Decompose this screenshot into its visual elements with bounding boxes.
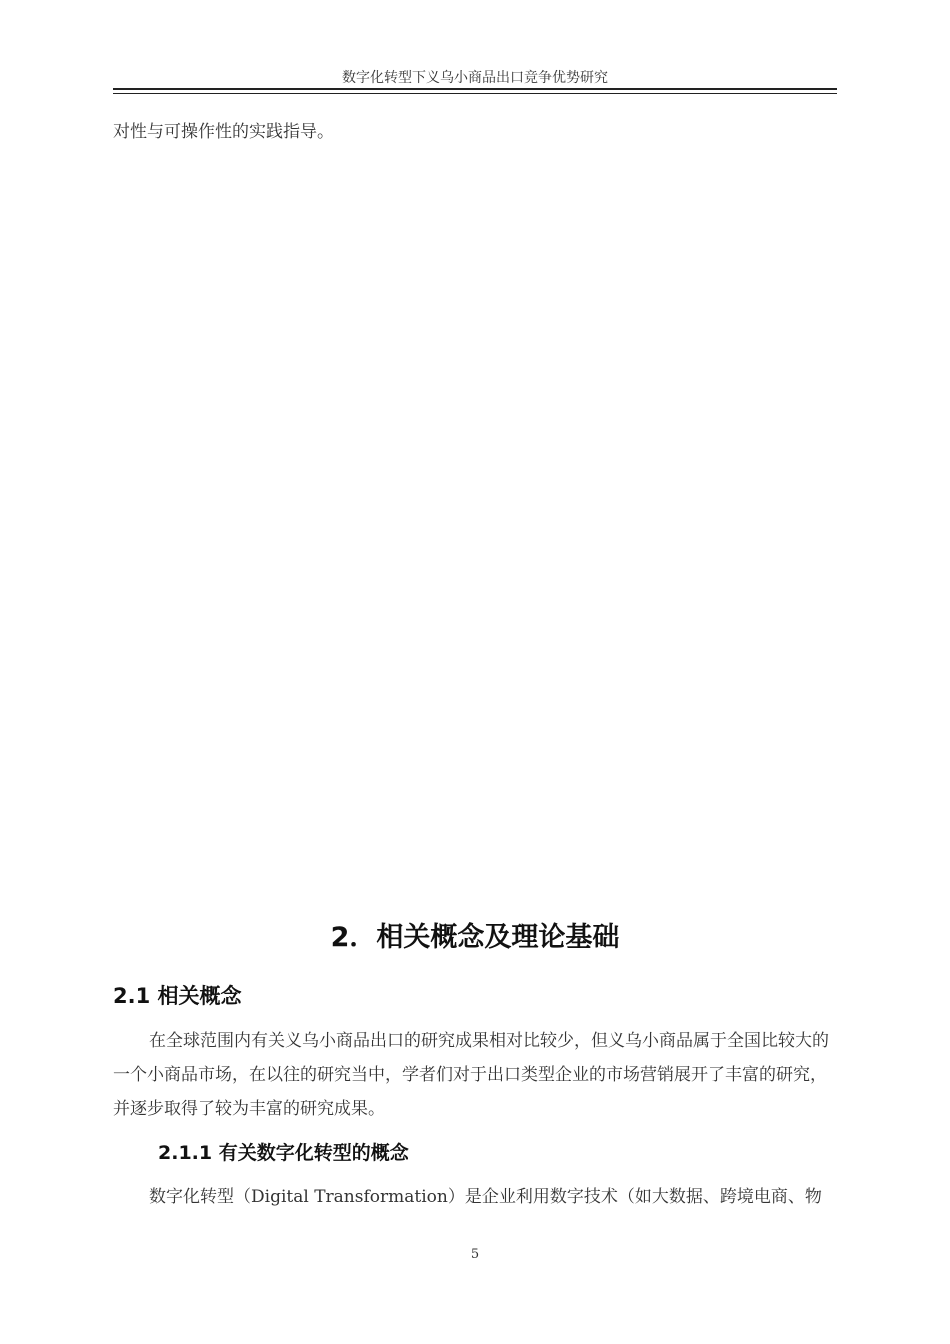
subsection-paragraph: 数字化转型（Digital Transformation）是企业利用数字技术（如大数据、跨境电商、物 bbox=[149, 1187, 822, 1207]
header-rule-thick bbox=[113, 88, 837, 90]
page-number: 5 bbox=[470, 1247, 480, 1262]
header-rule-thin bbox=[113, 93, 837, 94]
continuation-paragraph: 对性与可操作性的实践指导。 bbox=[113, 122, 334, 142]
running-header-title: 数字化转型下义乌小商品出口竞争优势研究 bbox=[342, 70, 608, 86]
section-heading: 2.1 相关概念 bbox=[113, 984, 242, 1008]
subsection-heading: 2.1.1 有关数字化转型的概念 bbox=[158, 1142, 409, 1164]
section-paragraph: 在全球范围内有关义乌小商品出口的研究成果相对比较少，但义乌小商品属于全国比较大的一个小商品市场，在以往的研究当中，学者们对于出口类型企业的市场营销展开了丰富的研究，并逐步取得了较为丰富的研究成果。 bbox=[113, 1031, 829, 1119]
chapter-heading: 2．相关概念及理论基础 bbox=[330, 922, 620, 953]
